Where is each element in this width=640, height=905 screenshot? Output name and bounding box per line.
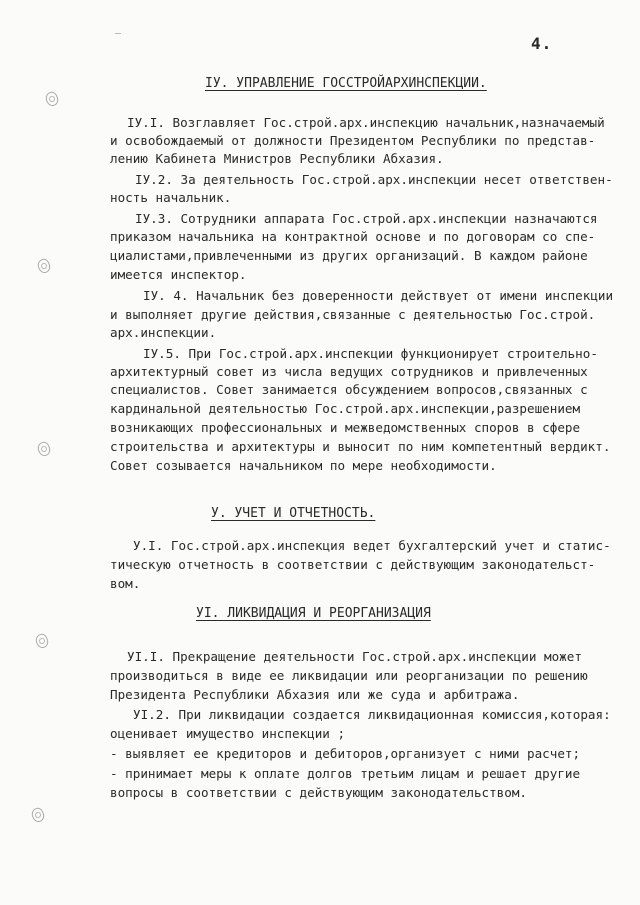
binding-hole [36,440,53,458]
binding-hole [36,257,53,275]
binding-hole [34,632,51,650]
text-line: IУ.3. Сотрудники аппарата Гос.строй.арх.инспекции назначаются [135,211,598,226]
text-line: Совет созывается начальником по мере необходимости. [110,458,497,473]
text-line: Президента Республики Абхазия или же суда и арбитража. [110,687,520,702]
text-line: IУ.I. Возглавляет Гос.строй.арх.инспекцию начальник,назначаемый [127,115,605,130]
text-line: УI.2. При ликвидации создается ликвидационная комиссия,которая: [133,707,611,722]
scan-mark [115,33,121,34]
text-line: архитектурный совет из числа ведущих сотрудников и привлеченных [110,364,588,379]
text-line: и освобождаемый от должности Президентом Республики по представ- [110,133,596,148]
text-line: кардинальной деятельностью Гос.строй.арх.инспекции,разрешением [110,401,581,416]
text-line: оценивает имущество инспекции ; [110,726,346,741]
text-line: строительства и архитектуры и выносит по ним компетентный вердикт. [110,439,611,454]
page-number: 4. [531,34,553,53]
text-line: производиться в виде ее ликвидации или реорганизации по решению [110,668,588,683]
text-line: арх.инспекции. [110,325,217,340]
section-heading-iv: IУ. УПРАВЛЕНИЕ ГОССТРОЙАРХИНСПЕКЦИИ. [205,76,487,91]
text-line: IУ.5. При Гос.строй.арх.инспекции функционирует строительно- [143,346,598,361]
text-line: IУ.2. За деятельность Гос.строй.арх.инспекции несет ответствен- [135,172,613,187]
text-line: специалистов. Совет занимается обсуждением вопросов,связанных с [110,382,588,397]
text-line: циалистами,привлеченными из других организаций. В каждом районе [110,248,588,263]
text-line: IУ. 4. Начальник без доверенности действует от имени инспекции [143,288,614,303]
text-line: вом. [110,576,141,591]
text-line: тическую отчетность в соответствии с действующим законодательст- [110,557,596,572]
binding-hole [44,90,61,108]
list-item: - принимает меры к оплате долгов третьим лицам и решает другие [110,766,581,781]
text-line: вопросы в соответствии с действующим законодательством. [110,785,528,800]
section-heading-v: У. УЧЕТ И ОТЧЕТНОСТЬ. [211,506,376,521]
text-line: У.I. Гос.строй.арх.инспекция ведет бухгалтерский учет и статис- [133,538,611,553]
list-item: - выявляет ее кредиторов и дебиторов,организует с ними расчет; [110,746,581,761]
text-line: лению Кабинета Министров Республики Абхазия. [110,151,444,166]
text-line: УI.I. Прекращение деятельности Гос.строй.арх.инспекции может [127,649,582,664]
text-line: и выполняет другие действия,связанные с деятельностью Гос.строй. [110,307,596,322]
section-heading-vi: УI. ЛИКВИДАЦИЯ И РЕОРГАНИЗАЦИЯ [196,606,431,621]
text-line: ность начальник. [110,190,232,205]
text-line: возникающих профессиональных и межведомственных споров в сфере [110,420,581,435]
text-line: имеется инспектор. [110,267,247,282]
binding-hole [30,806,47,824]
text-line: приказом начальника на контрактной основе и по договорам со спе- [110,229,596,244]
